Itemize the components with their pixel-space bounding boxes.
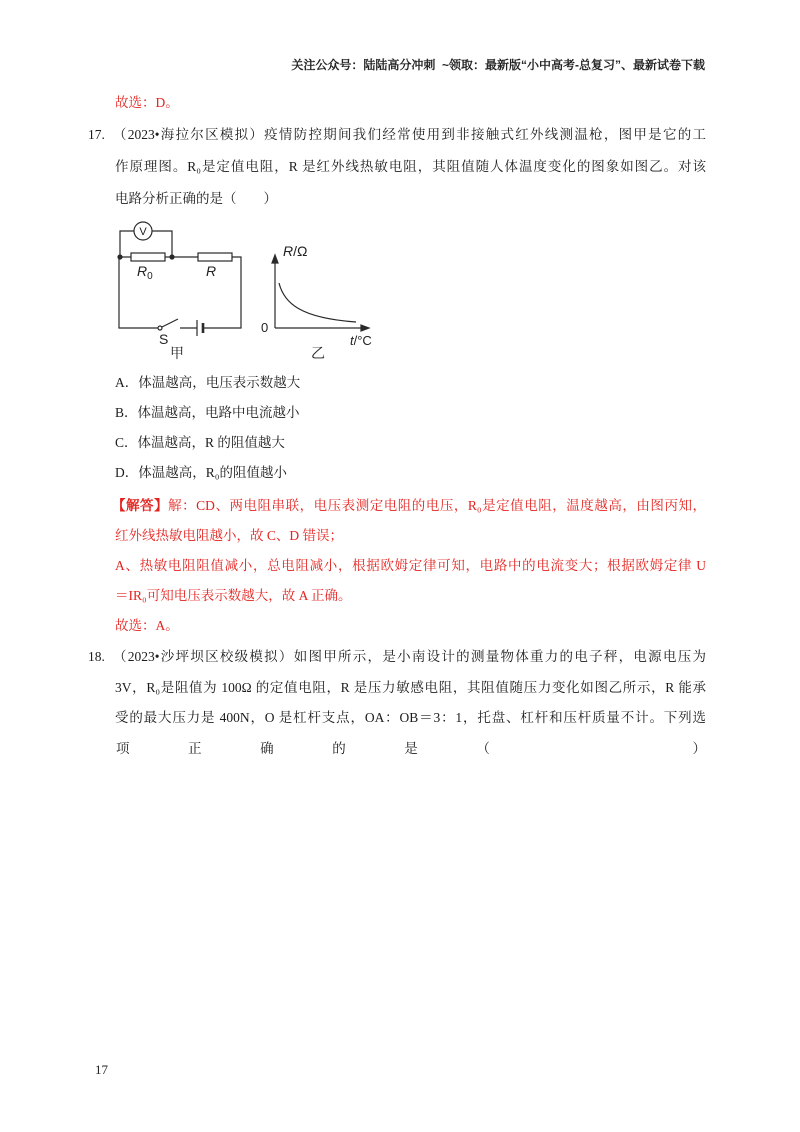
q17-solution-line: ＝IR₀可知电压表示数越大，故 A 正确。 [115,588,352,603]
q17-option-c: C．体温越高，R 的阻值越大 [115,435,285,450]
q18-stem-line: 3V，R₀是阻值为 100Ω 的定值电阻，R 是压力敏感电阻，其阻值随压力变化如图乙所示，R 能承 [115,680,706,695]
y-axis-arrow [272,255,278,263]
resistor-r-label: R [206,263,217,279]
graph-y-axis-unit: /Ω [293,243,308,259]
resistance-temperature-curve [279,283,356,322]
spread-char: 确 [260,741,274,756]
q17-solution-line [112,496,706,516]
circuit-diagram-jia [118,222,241,336]
graph-yi [272,255,369,331]
graph-y-axis-letter: R [283,243,294,259]
graph-y-axis-label [283,243,307,259]
switch-label: S [159,331,169,347]
q17-option-b: B．体温越高，电路中电流越小 [115,405,300,420]
q17-option-d: D．体温越高，R₀的阻值越小 [115,465,287,480]
q17-answer: 故选：A。 [115,618,179,633]
solution-tag: 【解答】 [112,498,169,513]
figure-yi-caption: 乙 [311,345,325,361]
q17-solution-line: A、热敏电阻阻值减小，总电阻减小，根据欧姆定律可知，电路中的电流变大；根据欧姆定律 U [115,558,706,573]
page-header-notice: 关注公众号：陆陆高分冲刺 ~领取：最新版“小中高考-总复习”、最新试卷下载 [291,58,705,72]
page-number: 17 [95,1062,108,1077]
spread-char [548,739,562,759]
resistor-r [198,253,232,261]
q18-number: 18. [88,649,105,664]
junction-dot [118,255,122,259]
graph-x-axis-label [350,333,372,348]
q18-stem-line: （2023•沙坪坝区校级模拟）如图甲所示，是小南设计的测量物体重力的电子秤，电源电压为 [113,649,706,664]
resistor-r0 [131,253,165,261]
x-axis-arrow [361,325,369,331]
spread-char: 项 [116,741,130,756]
switch-lever [162,319,178,327]
q17-option-a: A．体温越高，电压表示数越大 [115,375,301,390]
graph-x-axis-letter: t [350,333,354,348]
q17-solution-text: 解：CD、两电阻串联，电压表测定电阻的电压，R₀是定值电阻，温度越高，由图丙知， [168,498,707,513]
voltmeter-label: V [139,226,147,238]
q17-figures [105,215,390,365]
q17-stem-line: （2023•海拉尔区模拟）疫情防控期间我们经常使用到非接触式红外线测温枪，图甲是它的工 [113,127,706,142]
q18-stem-line [116,739,706,759]
spread-char: 的 [332,741,346,756]
spread-char: ） [692,741,706,756]
figure-jia-caption: 甲 [170,345,184,361]
spread-char [620,739,634,759]
previous-question-answer: 故选：D。 [115,95,179,110]
graph-x-axis-unit: /°C [353,333,372,348]
junction-dot [170,255,174,259]
resistor-r0-label [137,263,153,282]
q17-solution-line: 红外线热敏电阻越小，故 C、D 错误； [115,528,344,543]
q18-stem-line: 受的最大压力是 400N，O 是杠杆支点，OA：OB＝3：1，托盘、杠杆和压杆质量不计。下列选 [115,710,706,725]
resistor-r0-letter: R [137,263,148,279]
spread-char: （ [476,741,490,756]
q17-stem-line: 作原理图。R₀是定值电阻，R 是红外线热敏电阻，其阻值随人体温度变化的图象如图乙。对该 [115,159,706,174]
spread-char: 正 [188,741,202,756]
spread-char: 是 [404,741,418,756]
switch-pivot [158,326,162,330]
graph-origin-label: 0 [261,320,269,335]
q17-stem-line: 电路分析正确的是（ ） [115,191,277,206]
resistor-r0-subscript: 0 [147,271,153,282]
q17-number: 17. [88,127,105,142]
